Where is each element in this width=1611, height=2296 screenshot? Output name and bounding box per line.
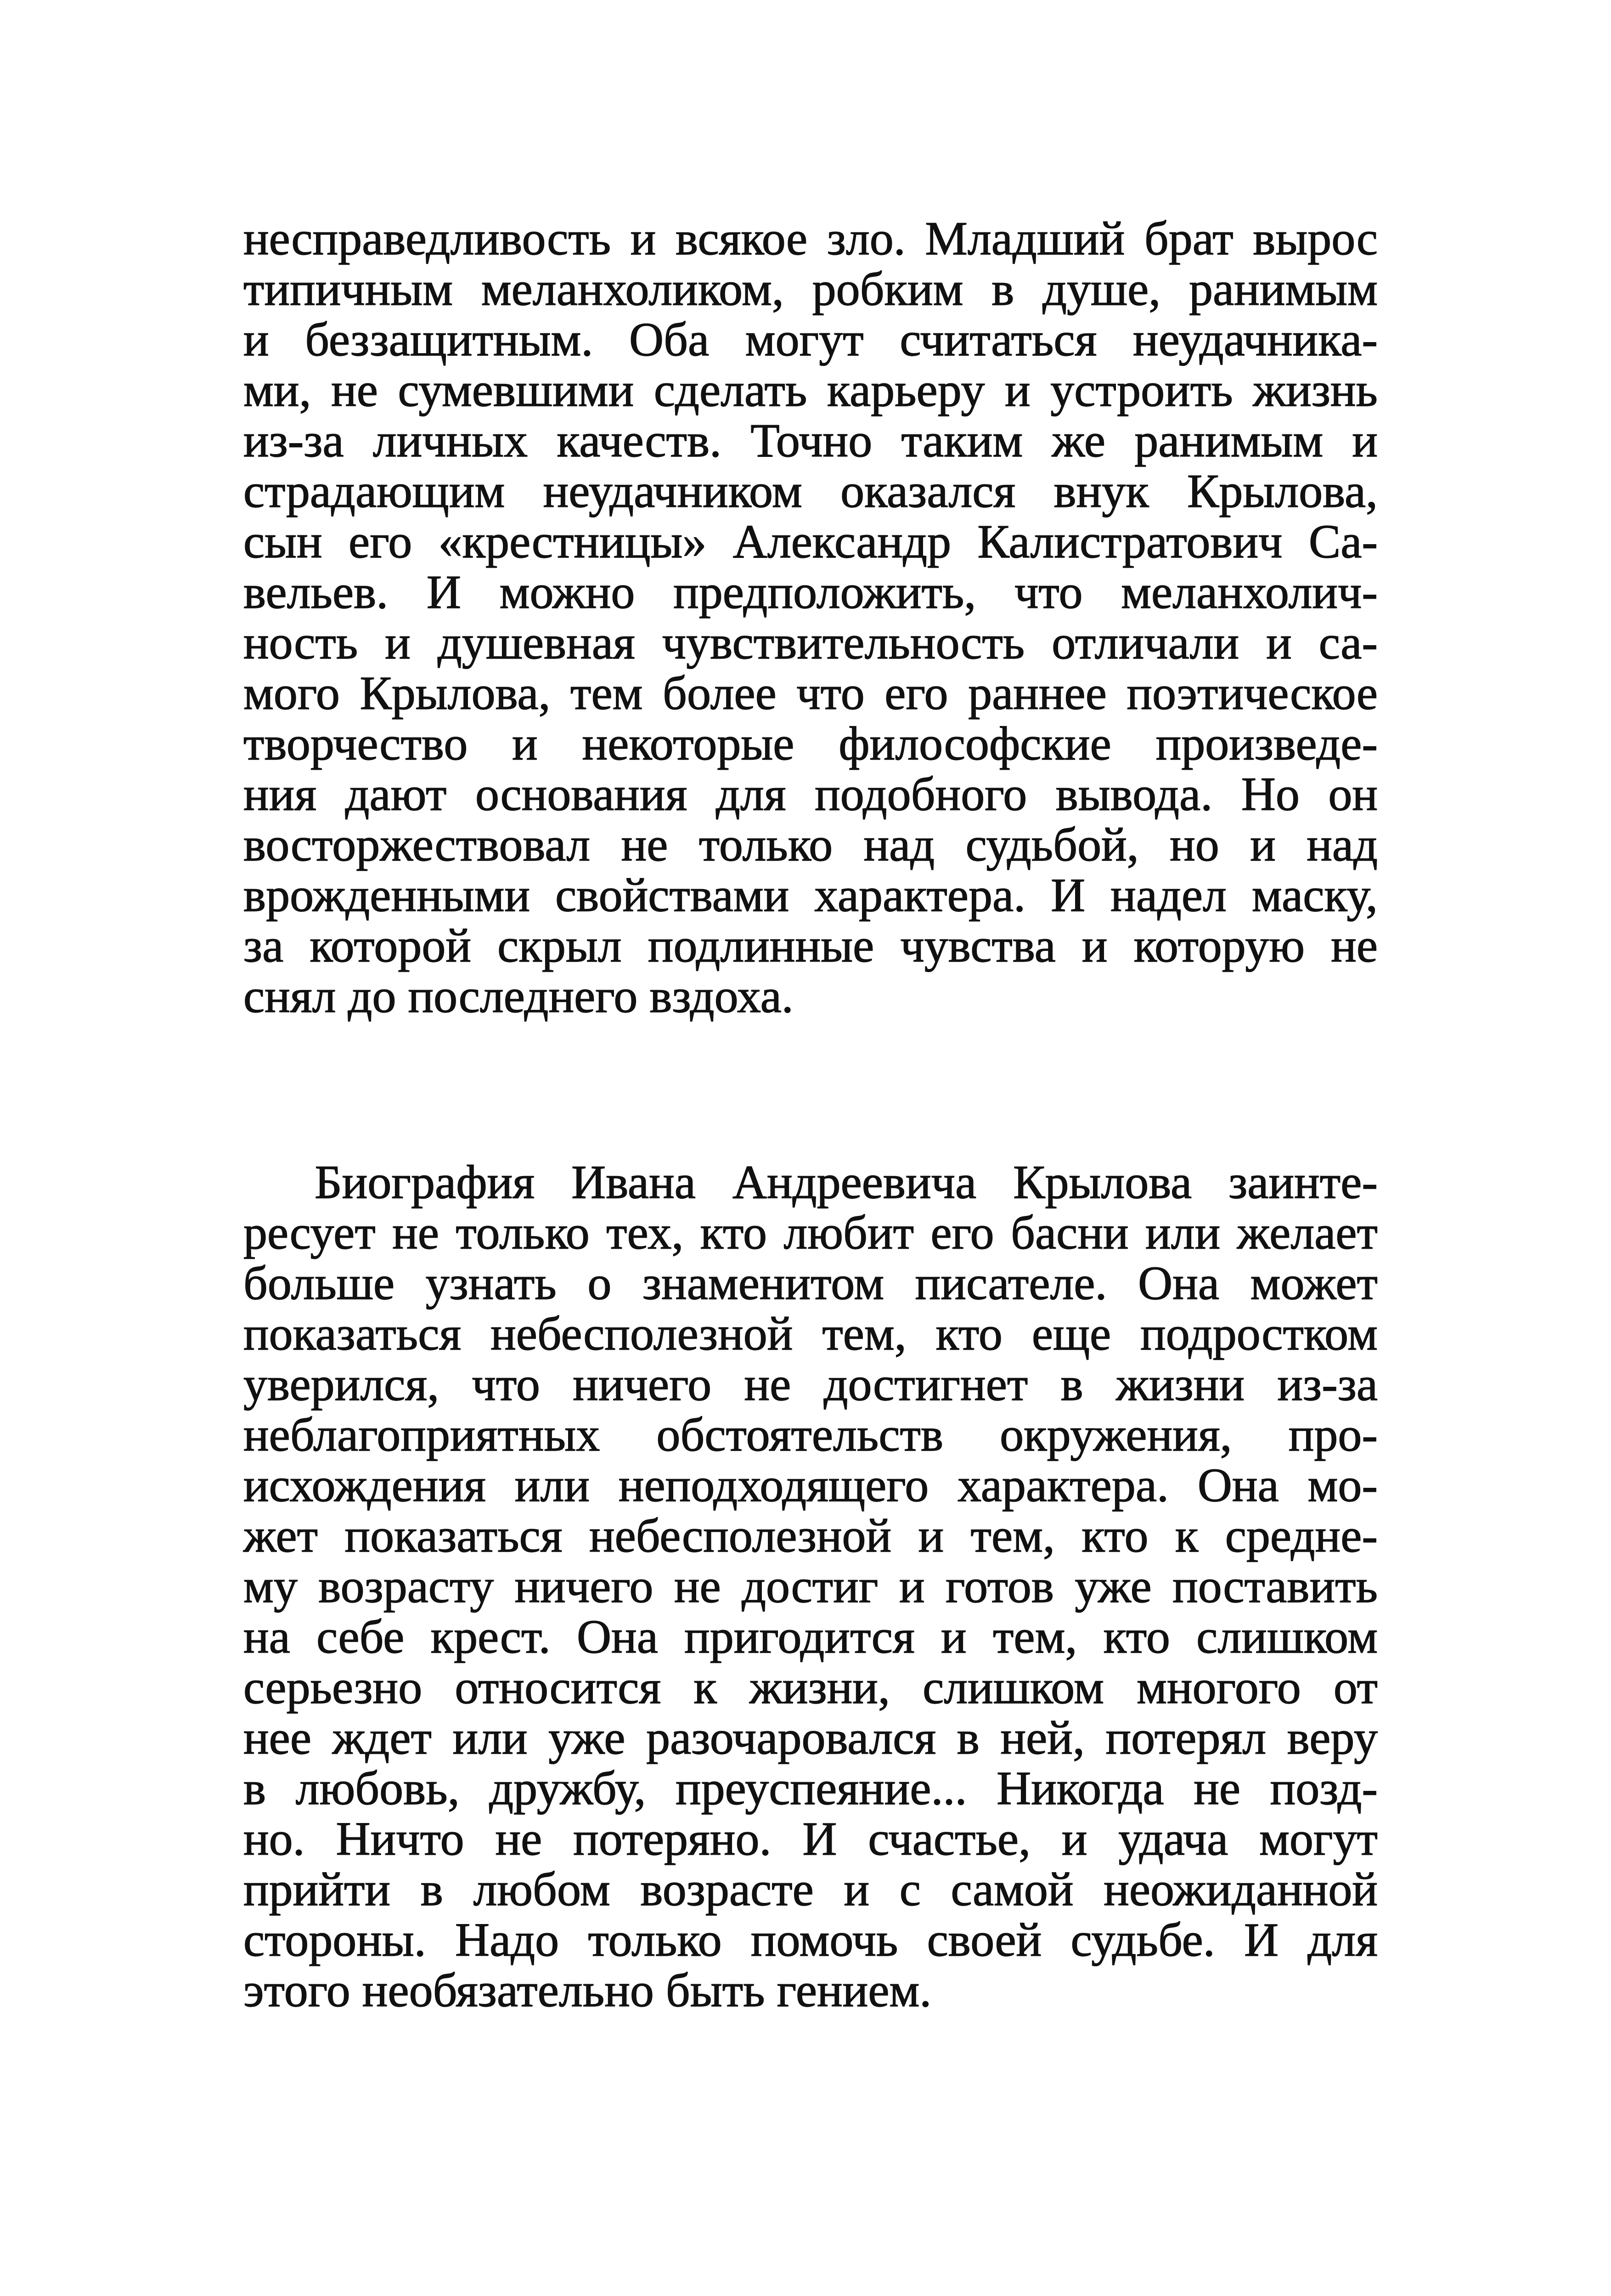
text-line: на себе крест. Она пригодится и тем, кто слишком xyxy=(243,1610,1378,1663)
text-line: за которой скрыл подлинные чувства и которую не xyxy=(243,919,1378,972)
text-line: врожденными свойствами характера. И надел маску, xyxy=(243,869,1378,922)
text-line: вельев. И можно предположить, что меланхолич- xyxy=(243,566,1378,619)
text-line: жет показаться небесполезной и тем, кто к средне- xyxy=(243,1509,1378,1562)
paragraph-2 xyxy=(243,1157,1378,2016)
text-line: восторжествовал не только над судьбой, но и над xyxy=(243,818,1378,871)
text-line: серьезно относится к жизни, слишком многого от xyxy=(243,1661,1378,1714)
text-line: ми, не сумевшими сделать карьеру и устроить жизнь xyxy=(243,364,1378,416)
text-line: но. Ничто не потеряно. И счастье, и удача могут xyxy=(243,1812,1378,1865)
text-line: нее ждет или уже разочаровался в ней, потерял веру xyxy=(243,1711,1378,1764)
text-line: мого Крылова, тем более что его раннее поэтическое xyxy=(243,667,1378,720)
text-line: исхождения или неподходящего характера. Она мо- xyxy=(243,1459,1378,1512)
text-line: страдающим неудачником оказался внук Крылова, xyxy=(243,465,1378,518)
text-line: ресует не только тех, кто любит его басни или желает xyxy=(243,1206,1378,1259)
text-line: несправедливость и всякое зло. Младший брат вырос xyxy=(243,212,1378,265)
text-line: в любовь, дружбу, преуспеяние... Никогда не позд- xyxy=(243,1762,1378,1815)
text-line: ния дают основания для подобного вывода. Но он xyxy=(243,768,1378,821)
text-line: сын его «крестницы» Александр Калистратович Са- xyxy=(243,515,1378,568)
text-line: неблагоприятных обстоятельств окружения, про- xyxy=(243,1408,1378,1461)
text-line: из-за личных качеств. Точно таким же ранимым и xyxy=(243,414,1378,467)
text-line: и беззащитным. Оба могут считаться неудачника- xyxy=(243,313,1378,366)
text-line: типичным меланхоликом, робким в душе, ранимым xyxy=(243,263,1378,315)
text-line: уверился, что ничего не достигнет в жизни из-за xyxy=(243,1358,1378,1411)
text-line: больше узнать о знаменитом писателе. Она может xyxy=(243,1257,1378,1310)
text-line: ность и душевная чувствительность отличали и са- xyxy=(243,616,1378,669)
text-line: прийти в любом возрасте и с самой неожиданной xyxy=(243,1863,1378,1916)
text-line: снял до последнего вздоха. xyxy=(243,970,794,1023)
text-line: му возрасту ничего не достиг и готов уже поставить xyxy=(243,1560,1378,1613)
paragraph-1 xyxy=(243,214,1378,1022)
text-line: показаться небесполезной тем, кто еще подростком xyxy=(243,1307,1378,1360)
text-line: Биография Ивана Андреевича Крылова заинте- xyxy=(315,1156,1378,1209)
text-line: творчество и некоторые философские произведе- xyxy=(243,717,1378,770)
text-line: этого необязательно быть гением. xyxy=(243,1964,932,2017)
text-line: стороны. Надо только помочь своей судьбе. И для xyxy=(243,1913,1378,1966)
